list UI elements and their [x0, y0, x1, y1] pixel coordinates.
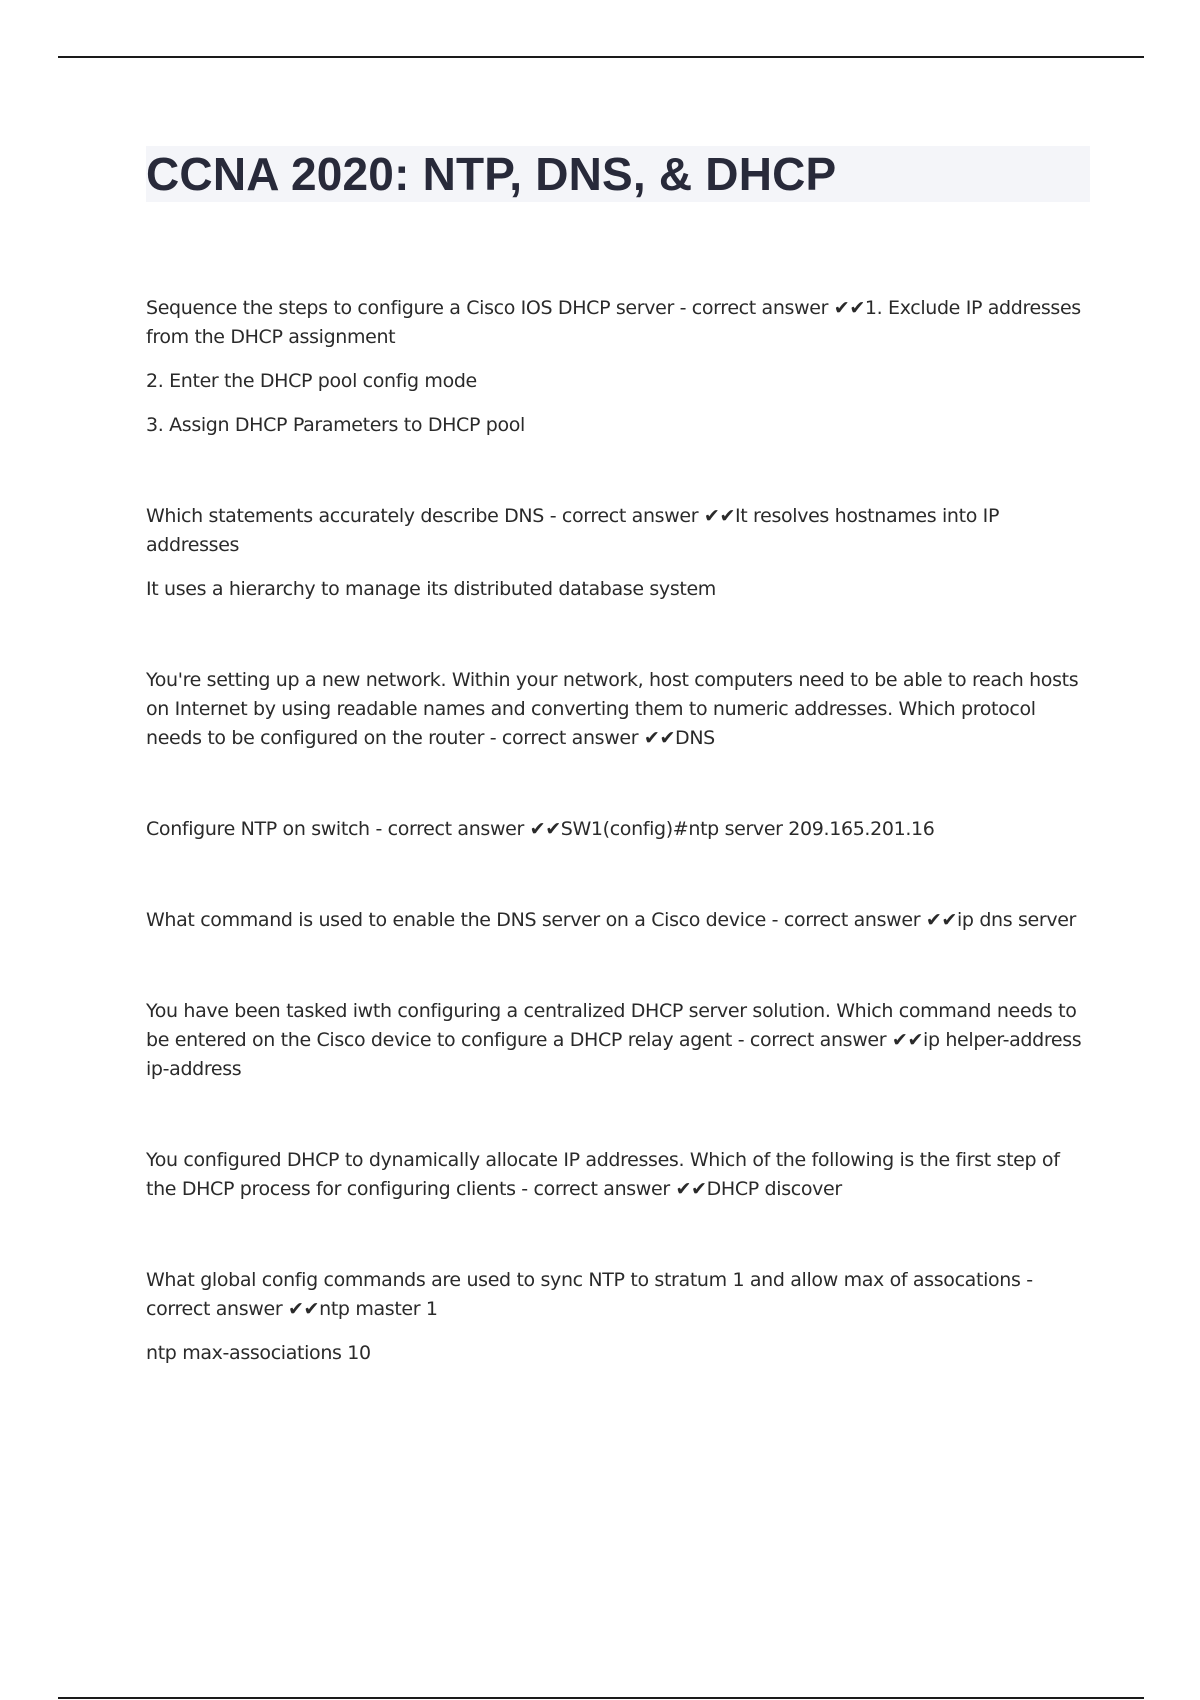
qa-question-line: Configure NTP on switch - correct answer ✔✔SW1(config)#ntp server 209.165.201.16 [146, 818, 935, 840]
qa-answer-line: 3. Assign DHCP Parameters to DHCP pool [146, 414, 525, 436]
bottom-rule [58, 1697, 1144, 1699]
qa-item [146, 1146, 1090, 1204]
top-rule [58, 56, 1144, 58]
qa-answer-line: 2. Enter the DHCP pool config mode [146, 370, 477, 392]
qa-question-line: You have been tasked iwth configuring a centralized DHCP server solution. Which command needs to be entered on the Cisco device to configure a DHCP relay agent - correct answer ✔✔ip helper-address ip-address [146, 1000, 1082, 1080]
document-body [146, 146, 1090, 1430]
title-banner [146, 146, 1090, 202]
qa-answer-line: ntp max-associations 10 [146, 1342, 371, 1364]
qa-item [146, 1266, 1090, 1368]
qa-item [146, 502, 1090, 604]
qa-item [146, 294, 1090, 440]
qa-question-line: What global config commands are used to sync NTP to stratum 1 and allow max of assocations - correct answer ✔✔ntp master 1 [146, 1269, 1033, 1320]
qa-question-line: You're setting up a new network. Within your network, host computers need to be able to reach hosts on Internet by using readable names and converting them to numeric addresses. Which protocol needs to be configured on the router - correct answer ✔✔DNS [146, 669, 1079, 749]
qa-item [146, 906, 1090, 935]
qa-item [146, 997, 1090, 1084]
qa-question-line: What command is used to enable the DNS server on a Cisco device - correct answer ✔✔ip dns server [146, 909, 1077, 931]
qa-answer-line: It uses a hierarchy to manage its distributed database system [146, 578, 716, 600]
qa-list [146, 294, 1090, 1368]
qa-item [146, 815, 1090, 844]
qa-item [146, 666, 1090, 753]
qa-question-line: Which statements accurately describe DNS - correct answer ✔✔It resolves hostnames into IP addresses [146, 505, 1000, 556]
qa-question-line: Sequence the steps to configure a Cisco IOS DHCP server - correct answer ✔✔1. Exclude IP addresses from the DHCP assignment [146, 297, 1081, 348]
qa-question-line: You configured DHCP to dynamically allocate IP addresses. Which of the following is the first step of the DHCP process for configuring clients - correct answer ✔✔DHCP discover [146, 1149, 1060, 1200]
page-title: CCNA 2020: NTP, DNS, & DHCP [146, 148, 837, 200]
